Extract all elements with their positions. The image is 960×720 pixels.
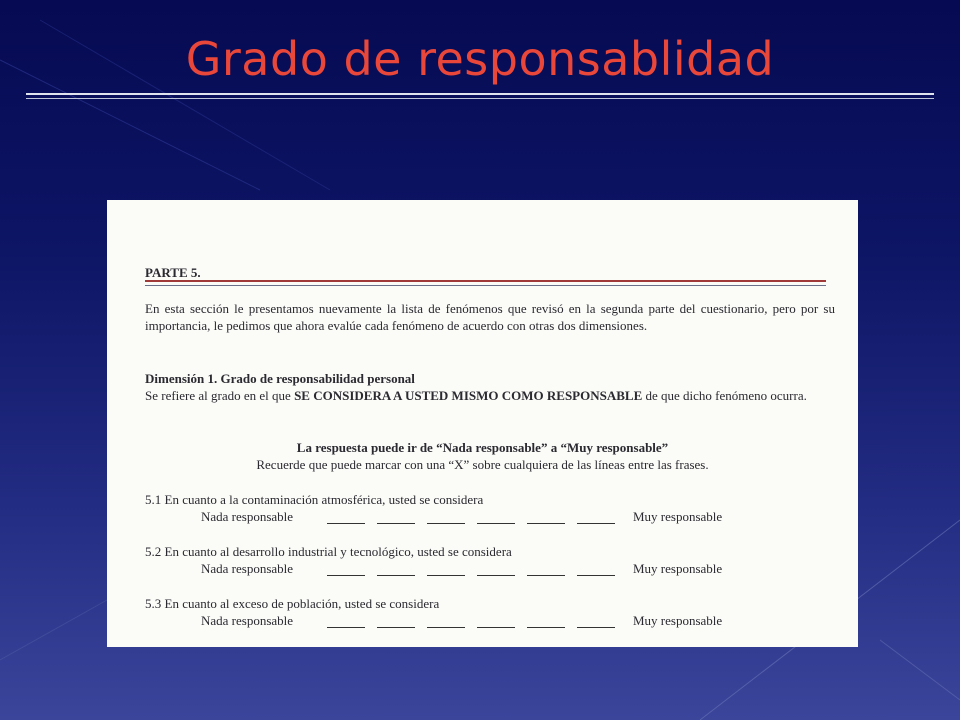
scale-blank[interactable]: [527, 575, 565, 576]
scale-blank[interactable]: [527, 627, 565, 628]
scale-blank[interactable]: [477, 575, 515, 576]
title-divider-thin: [26, 98, 934, 99]
scale-blank[interactable]: [427, 627, 465, 628]
question-text: 5.1 En cuanto a la contaminación atmosférica, usted se considera: [145, 492, 484, 507]
dimension-title: Dimensión 1. Grado de responsabilidad personal: [145, 371, 415, 386]
scale-blank[interactable]: [427, 523, 465, 524]
scale-blank[interactable]: [377, 627, 415, 628]
scale-left-label: Nada responsable: [201, 561, 294, 576]
scale-blank[interactable]: [327, 627, 365, 628]
scale-blank[interactable]: [577, 627, 615, 628]
scale-blank[interactable]: [427, 575, 465, 576]
scale-right-label: Muy responsable: [633, 613, 723, 628]
scale-blank[interactable]: [577, 523, 615, 524]
scale-right-label: Muy responsable: [633, 509, 723, 524]
scale-blank[interactable]: [527, 523, 565, 524]
scale-blank[interactable]: [477, 523, 515, 524]
rating-scale[interactable]: [327, 627, 615, 631]
scale-blank[interactable]: [477, 627, 515, 628]
slide-title: Grado de responsablidad: [185, 32, 775, 86]
rating-scale[interactable]: [327, 575, 615, 579]
scale-right-label: Muy responsable: [633, 561, 723, 576]
scanned-questionnaire: [107, 200, 858, 647]
rating-scale[interactable]: [327, 523, 615, 527]
scale-blank[interactable]: [377, 575, 415, 576]
answer-range: La respuesta puede ir de “Nada responsable” a “Muy responsable”: [296, 440, 669, 455]
answer-hint: Recuerde que puede marcar con una “X” sobre cualquiera de las líneas entre las frases.: [256, 457, 709, 472]
dimension-description: Se refiere al grado en el que SE CONSIDERA A USTED MISMO COMO RESPONSABLE de que dicho fenómeno ocurra.: [145, 388, 807, 403]
scale-left-label: Nada responsable: [201, 613, 294, 628]
intro-paragraph: En esta sección le presentamos nuevamente la lista de fenómenos que revisó en la segunda parte del cuestionario, pero por su importancia, le pedimos que ahora evalúe cada fenómeno de acuerdo con otras dos dimensiones.: [145, 301, 835, 333]
scale-blank[interactable]: [327, 575, 365, 576]
scale-blank[interactable]: [327, 523, 365, 524]
scale-left-label: Nada responsable: [201, 509, 294, 524]
question-text: 5.2 En cuanto al desarrollo industrial y tecnológico, usted se considera: [145, 544, 512, 559]
part-rule: [145, 280, 826, 286]
title-divider: [26, 93, 934, 95]
scale-blank[interactable]: [377, 523, 415, 524]
question-text: 5.3 En cuanto al exceso de población, usted se considera: [145, 596, 440, 611]
part-heading: PARTE 5.: [145, 265, 201, 280]
scale-blank[interactable]: [577, 575, 615, 576]
